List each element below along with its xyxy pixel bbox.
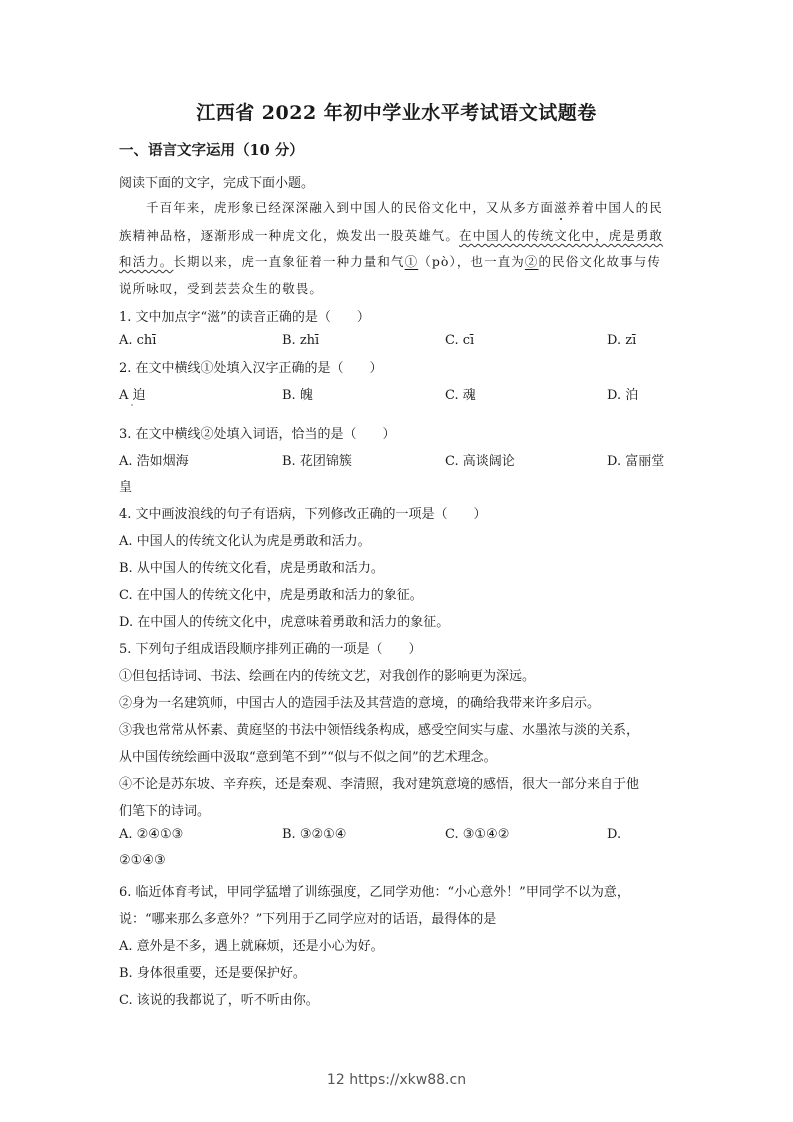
dotted-character: 滋 — [554, 200, 568, 215]
section-heading: 一、语言文字运用（10 分） — [119, 142, 304, 159]
q5-option-c: C. ③①④② — [445, 827, 510, 842]
question-1-stem: 1. 文中加点字“滋”的读音正确的是（ ） — [119, 310, 370, 325]
blank-1: ① — [404, 254, 419, 269]
q4-option-b: B. 从中国人的传统文化看，虎是勇敢和活力。 — [119, 561, 384, 576]
q5-option-d-wrap: ②①④③ — [119, 853, 166, 868]
passage-text: 养着中国人的民 — [567, 200, 663, 215]
question-6-stem-line-1: 6. 临近体育考试，甲同学猛增了训练强度，乙同学劝他：“小心意外！”甲同学不以为意， — [119, 885, 630, 900]
q2-option-a: A 迫 — [119, 388, 146, 403]
q1-option-c: C. cī — [445, 333, 475, 348]
passage-text: 族精神品格，逐渐形成一种虎文化，焕发出一股英雄气。 — [119, 228, 460, 243]
reading-instruction: 阅读下面的文字，完成下面小题。 — [119, 176, 315, 191]
passage-line-3 — [119, 252, 661, 270]
blank-2: ② — [524, 254, 539, 269]
q5-sentence-2: ②身为一名建筑师，中国古人的造园手法及其营造的意境，的确给我带来许多启示。 — [119, 696, 601, 711]
q4-option-c: C. 在中国人的传统文化中，虎是勇敢和活力的象征。 — [119, 588, 423, 603]
q3-option-c: C. 高谈阔论 — [445, 454, 515, 469]
passage-text: 的民俗文化故事与传 — [538, 254, 661, 269]
page-footer — [0, 1072, 793, 1088]
q3-option-d: D. 富丽堂 — [607, 454, 665, 469]
question-2-stem: 2. 在文中横线①处填入汉字正确的是（ ） — [119, 361, 383, 376]
q1-option-a: A. chī — [119, 333, 157, 348]
q4-option-a: A. 中国人的传统文化认为虎是勇敢和活力。 — [119, 534, 371, 549]
passage-text: 长期以来，虎一直象征着一种力量和气 — [173, 254, 405, 269]
q6-option-c: C. 该说的我都说了，听不听由你。 — [119, 993, 319, 1008]
q2-option-b: B. 魄 — [282, 388, 313, 403]
q1-option-b: B. zhī — [282, 333, 320, 348]
q1-option-d: D. zī — [607, 333, 637, 348]
q3-option-b: B. 花团锦簇 — [282, 454, 352, 469]
q6-option-b: B. 身体很重要，还是要保护好。 — [119, 966, 306, 981]
q5-option-b: B. ③②①④ — [282, 827, 347, 842]
footer-url[interactable]: https://xkw88.cn — [349, 1072, 467, 1088]
q5-sentence-4: ④不论是苏东坡、辛弃疾，还是秦观、李清照，我对建筑意境的感悟，很大一部分来自于他 — [119, 777, 640, 792]
wavy-underlined-sentence: 在中国人的传统文化中，虎是勇敢 — [459, 228, 664, 243]
question-5-stem: 5. 下列句子组成语段顺序排列正确的一项是（ ） — [119, 642, 422, 657]
q4-option-d: D. 在中国人的传统文化中，虎意味着勇敢和活力的象征。 — [119, 615, 450, 630]
passage-line-4: 说所咏叹，受到芸芸众生的敬畏。 — [119, 281, 324, 296]
q5-option-d: D. — [607, 827, 622, 842]
passage-line-2 — [119, 226, 663, 244]
q3-option-a: A. 浩如烟海 — [119, 454, 189, 469]
question-3-stem: 3. 在文中横线②处填入词语，恰当的是（ ） — [119, 427, 396, 442]
q6-option-a: A. 意外是不多，遇上就麻烦，还是小心为好。 — [119, 939, 384, 954]
q5-option-a: A. ②④①③ — [119, 827, 184, 842]
stray-mark — [131, 404, 133, 406]
q2-option-c: C. 魂 — [445, 388, 476, 403]
page-title: 江西省 2022 年初中学业水平考试语文试题卷 — [196, 102, 597, 124]
q5-sentence-3: ③我也常常从怀素、黄庭坚的书法中领悟线条构成，感受空间实与虚、水墨浓与淡的关系， — [119, 723, 640, 738]
page-number: 12 — [326, 1072, 345, 1088]
q5-sentence-4-cont: 们笔下的诗词。 — [119, 804, 211, 819]
q5-sentence-1: ①但包括诗词、书法、绘画在内的传统文艺，对我创作的影响更为深远。 — [119, 669, 536, 684]
passage-text: 千百年来，虎形象已经深深融入到中国人的民俗文化中，又从多方面 — [146, 200, 555, 215]
question-6-stem-line-2: 说：“哪来那么多意外？”下列用于乙同学应对的话语，最得体的是 — [119, 912, 497, 927]
pinyin-hint: （pò），也一直为 — [418, 254, 525, 269]
q3-option-d-wrap: 皇 — [119, 480, 133, 495]
q5-sentence-3-cont: 从中国传统绘画中汲取“意到笔不到”“似与不似之间”的艺术理念。 — [119, 750, 497, 765]
wavy-underlined-sentence-end: 和活力。 — [119, 254, 174, 269]
passage-line-1 — [146, 198, 663, 216]
q2-option-d: D. 泊 — [607, 388, 639, 403]
question-4-stem: 4. 文中画波浪线的句子有语病，下列修改正确的一项是（ ） — [119, 507, 487, 522]
